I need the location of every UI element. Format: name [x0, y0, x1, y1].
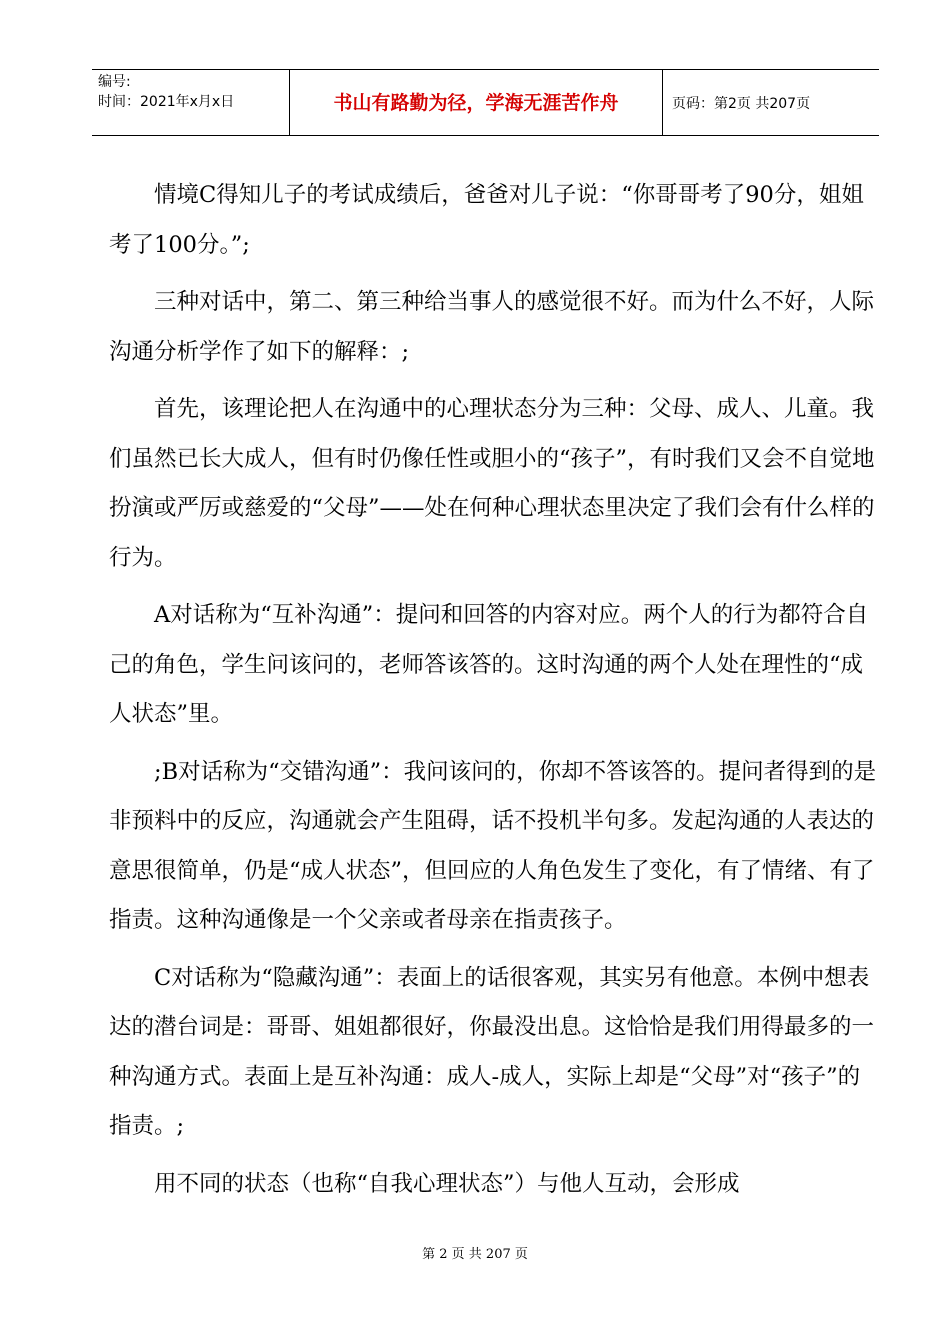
- header-motto: 书山有路勤为径，学海无涯苦作舟: [333, 92, 619, 114]
- header-divider: [662, 70, 663, 136]
- paragraph: 三种对话中，第二、第三种给当事人的感觉很不好。而为什么不好，人际沟通分析学作了如下的解释：;: [109, 289, 875, 365]
- code-label: 编号:: [98, 74, 131, 90]
- time-label: 时间：2021年x月x日: [98, 94, 235, 110]
- document-header: [92, 69, 879, 136]
- document-body: [109, 171, 879, 1217]
- paragraph: 首先，该理论把人在沟通中的心理状态分为三种：父母、成人、儿童。我们虽然已长大成人，但有时仍像任性或胆小的“孩子”，有时我们又会不自觉地扮演或严厉或慈爱的“父母”——处在何种心理状态里决定了我们会有什么样的行为。: [109, 396, 875, 571]
- header-meta: [98, 72, 234, 112]
- header-page-info: 页码：第2页 共207页: [672, 96, 811, 112]
- paragraph: C对话称为“隐藏沟通”：表面上的话很客观，其实另有他意。本例中想表达的潜台词是：哥哥、姐姐都很好，你最没出息。这恰恰是我们用得最多的一种沟通方式。表面上是互补沟通：成人-成人，实际上却是“父母”对“孩子”的指责。;: [109, 964, 875, 1139]
- paragraph: A对话称为“互补沟通”：提问和回答的内容对应。两个人的行为都符合自己的角色，学生问该问的，老师答该答的。这时沟通的两个人处在理性的“成人状态”里。: [109, 602, 869, 727]
- paragraph: 用不同的状态（也称“自我心理状态”）与他人互动，会形成: [154, 1170, 740, 1197]
- paragraph: 情境C得知儿子的考试成绩后，爸爸对儿子说：“你哥哥考了90分，姐姐考了100分。”;: [109, 182, 864, 258]
- page-footer: 第 2 页 共 207 页: [422, 1247, 528, 1262]
- paragraph: ;B对话称为“交错沟通”：我问该问的，你却不答该答的。提问者得到的是非预料中的反应，沟通就会产生阻碍，话不投机半句多。发起沟通的人表达的意思很简单，仍是“成人状态”，但回应的人角色发生了变化，有了情绪、有了指责。这种沟通像是一个父亲或者母亲在指责孩子。: [109, 758, 877, 933]
